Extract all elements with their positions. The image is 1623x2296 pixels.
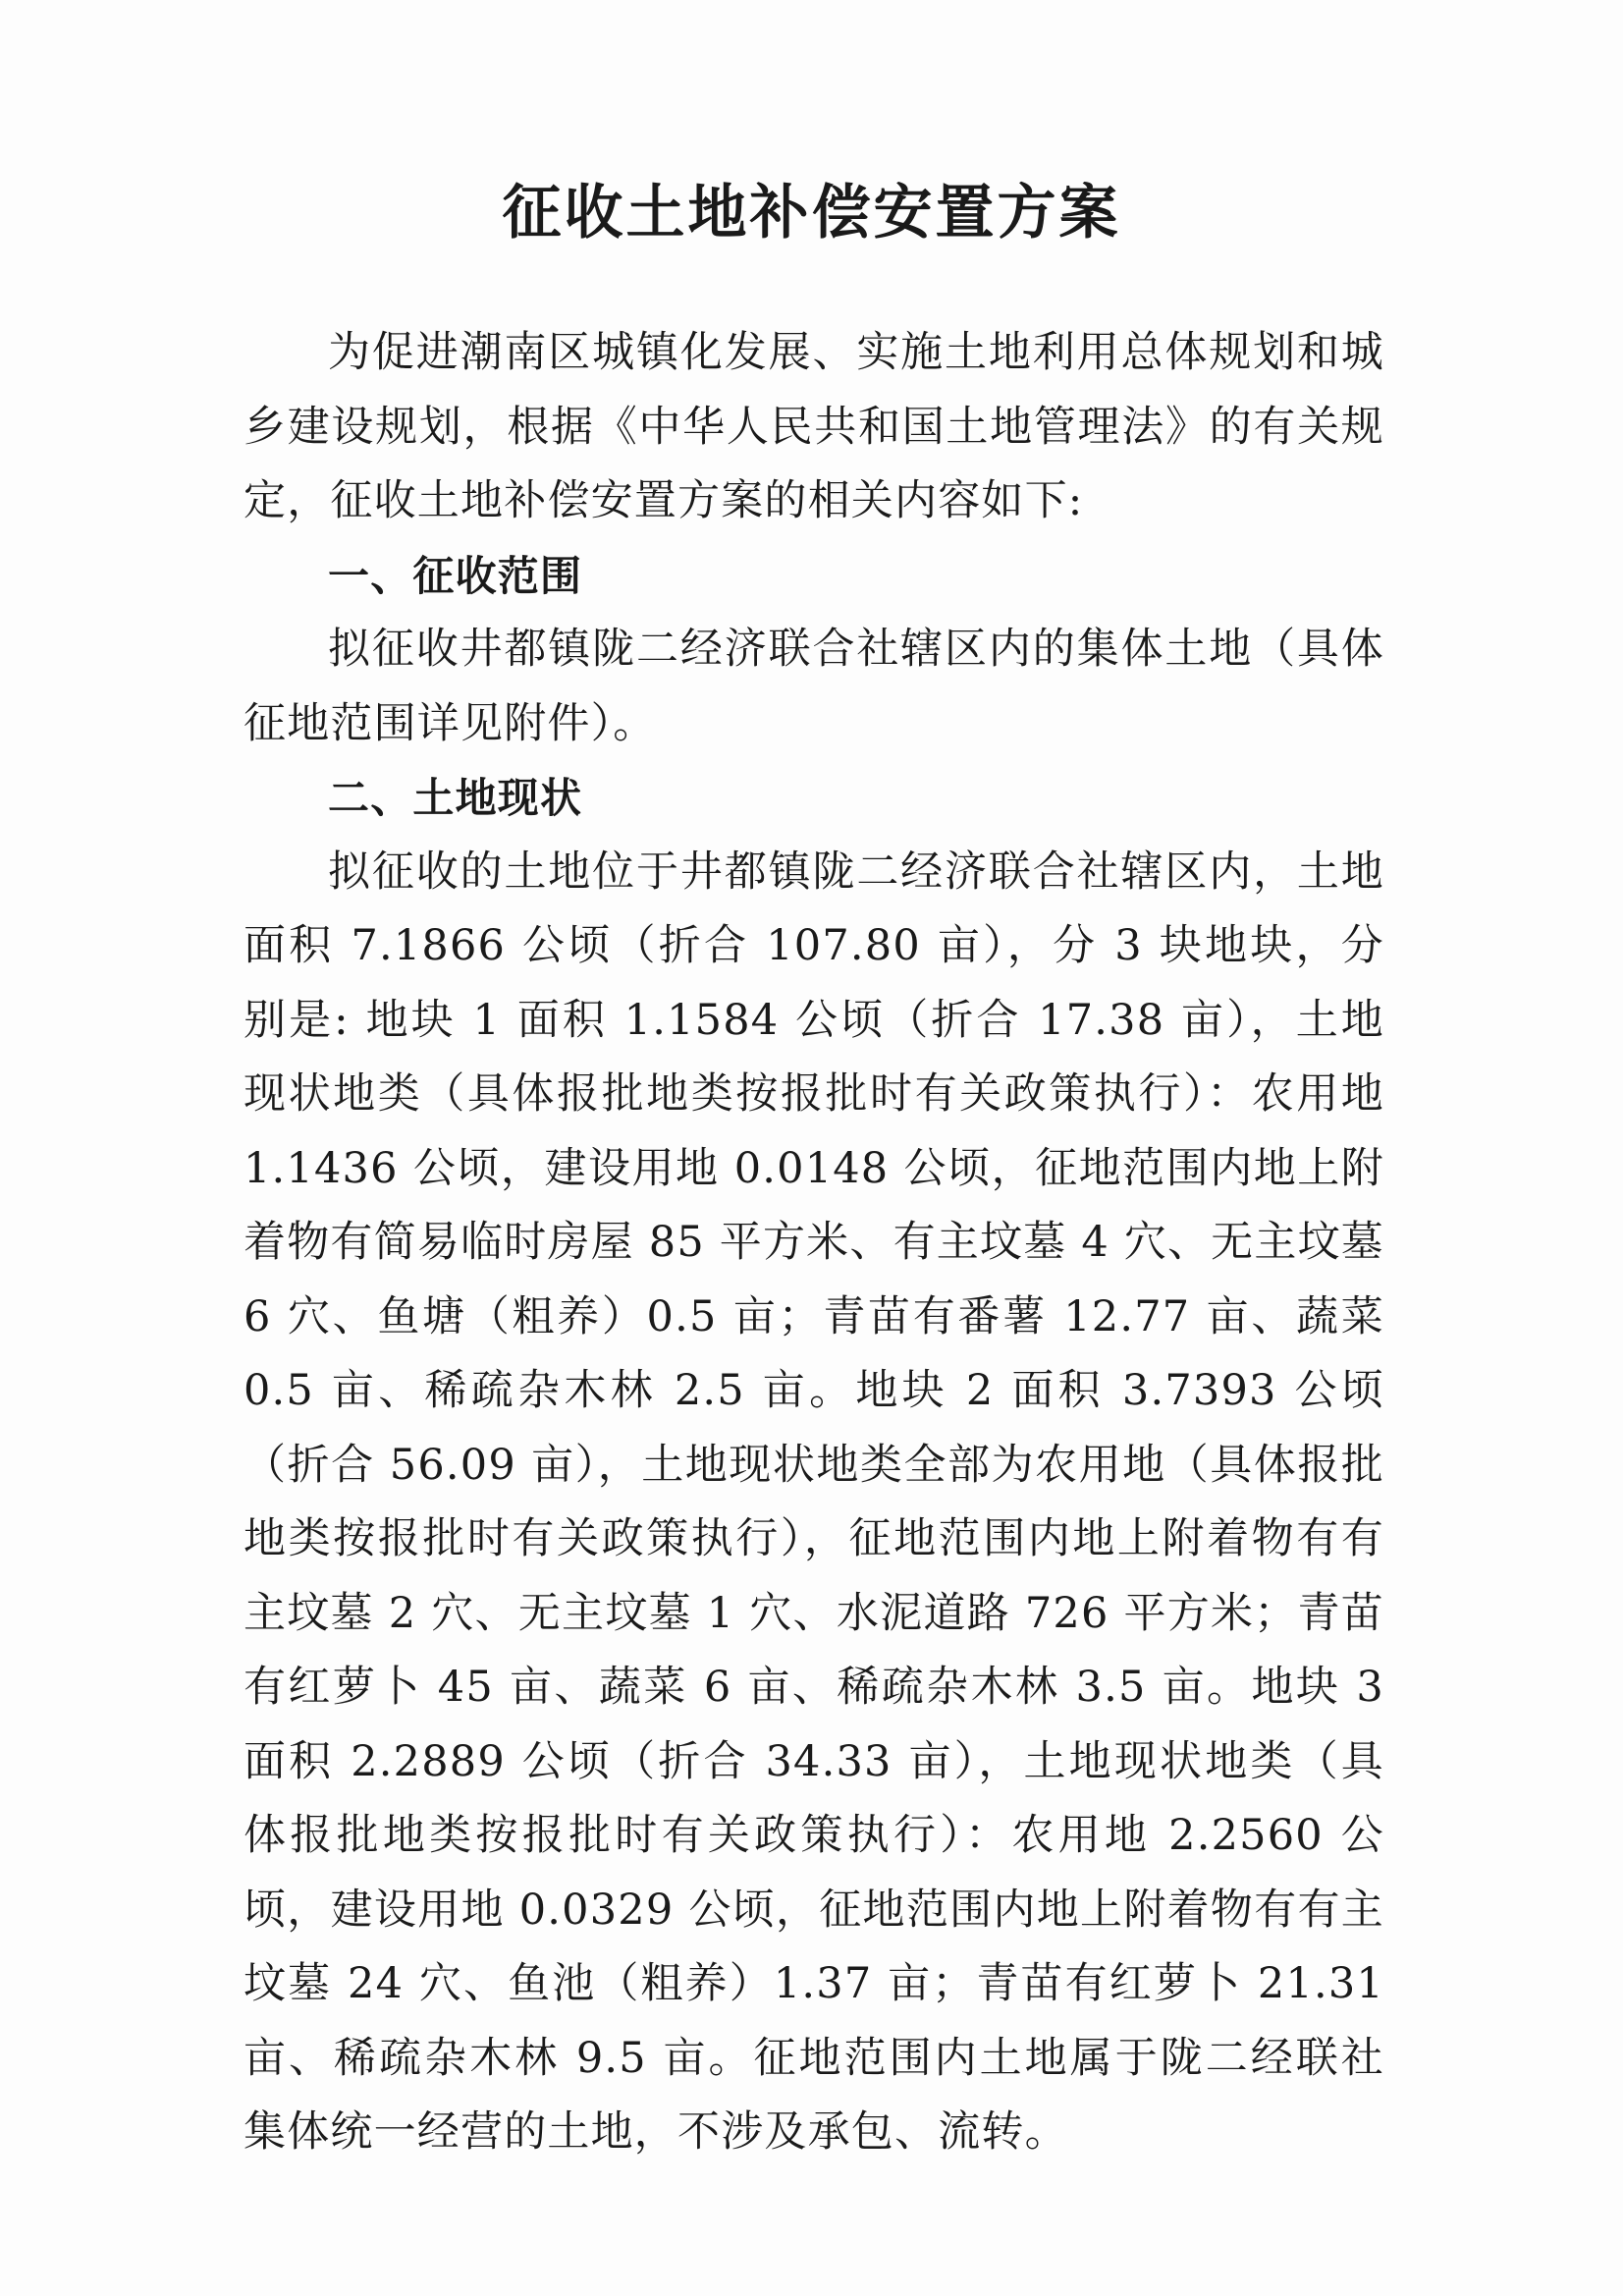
section-heading-scope: 一、征收范围 bbox=[328, 551, 583, 600]
section-paragraph-land-status: 拟征收的土地位于井都镇陇二经济联合社辖区内，土地面积 7.1866 公顷（折合 107.80 亩），分 3 块地块，分别是: 地块 1 面积 1.1584 公顷（折合 17.38 亩），土地现状地类（具体报批地类按报批时有关政策执行）：农用地 1.1436 公顷，建设用地 0.0148 公顷，征地范围内地上附着物有简易临时房屋 85 平方米、有主坟墓 4 穴、无主坟墓 6 穴、鱼塘（粗养）0.5 亩；青苗有番薯 12.77 亩、蔬菜 0.5 亩、稀疏杂木林 2.5 亩。地块 2 面积 3.7393 公顷（折合 56.09 亩），土地现状地类全部为农用地（具体报批地类按报批时有关政策执行），征地范围内地上附着物有有主坟墓 2 穴、无主坟墓 1 穴、水泥道路 726 平方米；青苗有红萝卜 45 亩、蔬菜 6 亩、稀疏杂木林 3.5 亩。地块 3 面积 2.2889 公顷（折合 34.33 亩），土地现状地类（具体报批地类按报批时有关政策执行）：农用地 2.2560 公顷，建设用地 0.0329 公顷，征地范围内地上附着物有有主坟墓 24 穴、鱼池（粗养）1.37 亩；青苗有红萝卜 21.31 亩、稀疏杂木林 9.5 亩。征地范围内土地属于陇二经联社集体统一经营的土地，不涉及承包、流转。 bbox=[243, 847, 1384, 2157]
section-heading-land-status: 二、土地现状 bbox=[328, 774, 583, 822]
document-title: 征收土地补偿安置方案 bbox=[502, 179, 1121, 247]
intro-paragraph: 为促进潮南区城镇化发展、实施土地利用总体规划和城乡建设规划，根据《中华人民共和国土地管理法》的有关规定，征收土地补偿安置方案的相关内容如下: bbox=[243, 328, 1384, 525]
section-paragraph-scope: 拟征收井都镇陇二经济联合社辖区内的集体土地（具体征地范围详见附件）。 bbox=[243, 625, 1384, 748]
document-body bbox=[243, 316, 1384, 2170]
